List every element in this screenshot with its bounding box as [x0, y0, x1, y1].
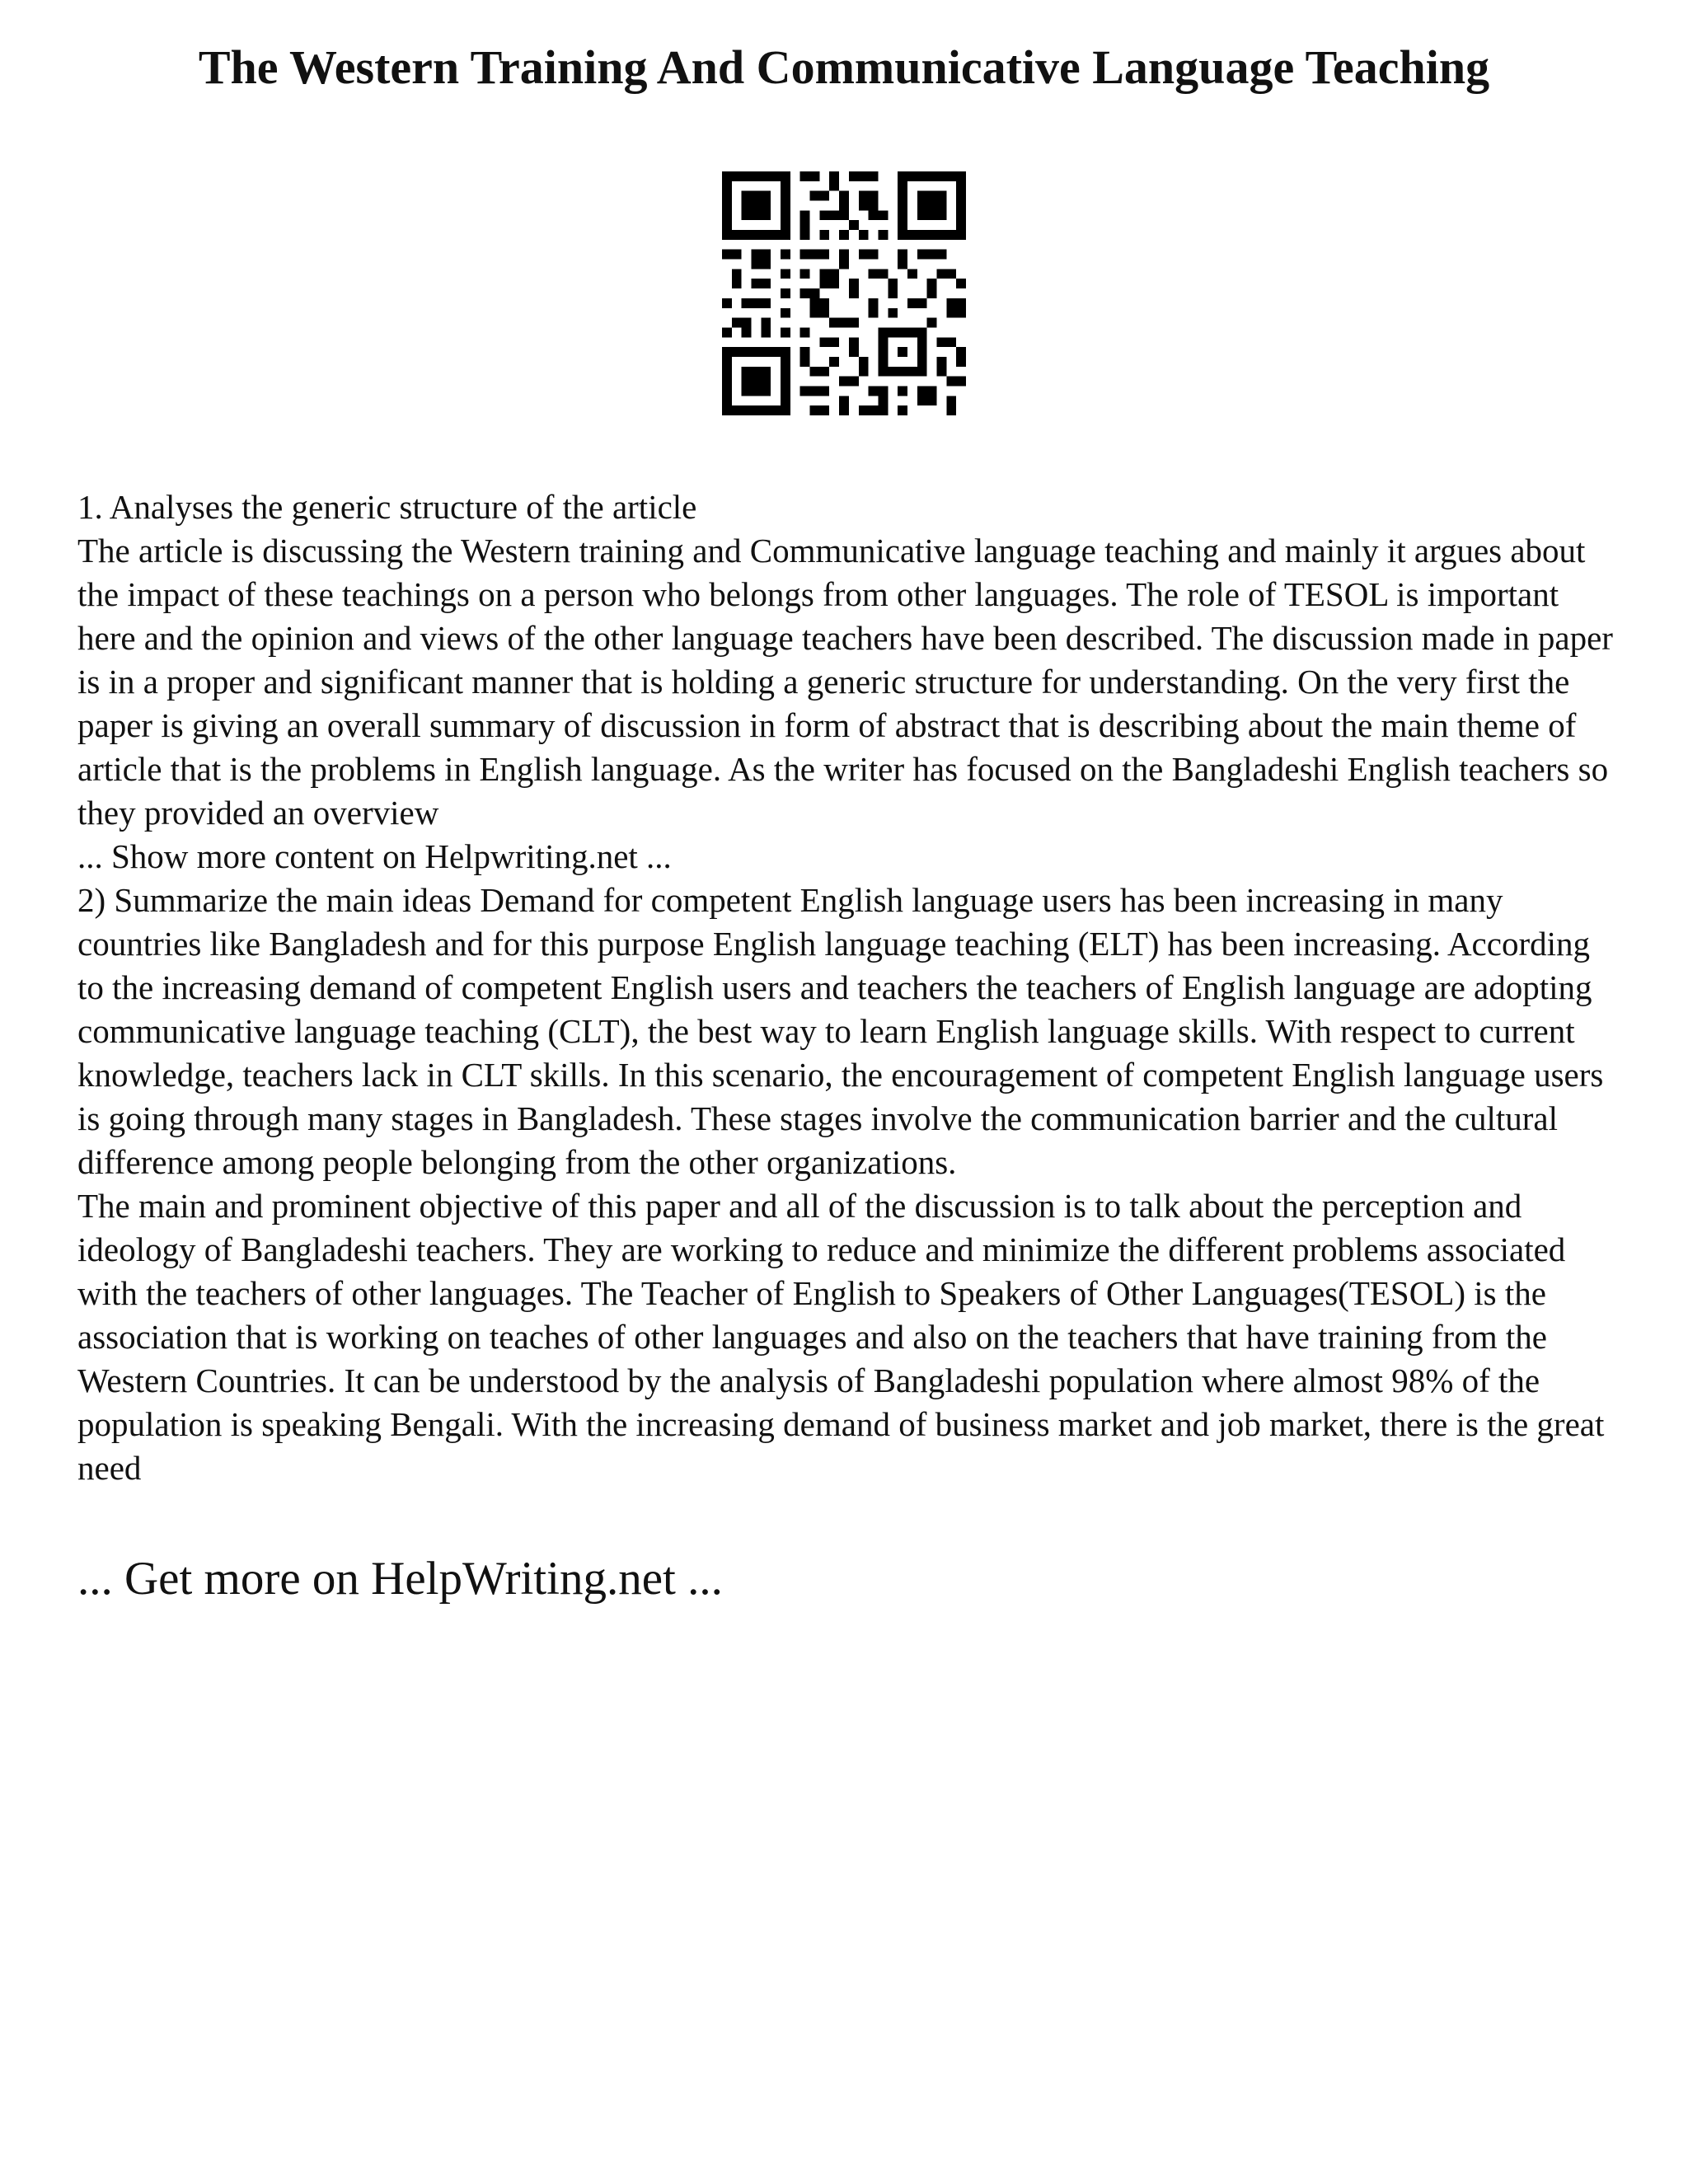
show-more-link[interactable]: ... Show more content on Helpwriting.net ... [77, 837, 672, 875]
qr-code-icon [722, 171, 966, 415]
article-body [77, 485, 1619, 1490]
paragraph: The article is discussing the Western training and Communicative language teaching and mainly it argues about the impact of these teachings on a person who belongs from other languages. The role of TESOL is important here and the opinion and views of the other language teachers have been described. The discussion made in paper is in a proper and significant manner that is holding a generic structure for understanding. On the very first the paper is giving an overall summary of discussion in form of abstract that is describing about the main theme of article that is the problems in English language. As the writer has focused on the Bangladeshi English teachers so they provided an overview [77, 532, 1613, 832]
get-more-link[interactable]: ... Get more on HelpWriting.net ... [77, 1553, 723, 1605]
paragraph: The main and prominent objective of this paper and all of the discussion is to talk about the perception and ideology of Bangladeshi teachers. They are working to reduce and minimize the different problems associated with the teachers of other languages. The Teacher of English to Speakers of Other Languages(TESOL) is the association that is working on teaches of other languages and also on the teachers that have training from the Western Countries. It can be understood by the analysis of Bangladeshi population where almost 98% of the population is speaking Bengali. With the increasing demand of business market and job market, there is the great need [77, 1187, 1605, 1487]
page-title: The Western Training And Communicative Language Teaching [198, 40, 1490, 94]
paragraph: 1. Analyses the generic structure of the article [77, 488, 697, 526]
paragraph: 2) Summarize the main ideas Demand for competent English language users has been increasing in many countries like Bangladesh and for this purpose English language teaching (ELT) has been increasing. According to the increasing demand of competent English users and teachers the teachers of English language are adopting communicative language teaching (CLT), the best way to learn English language skills. With respect to current knowledge, teachers lack in CLT skills. In this scenario, the encouragement of competent English language users is going through many stages in Bangladesh. These stages involve the communication barrier and the cultural difference among people belonging from the other organizations. [77, 881, 1604, 1181]
